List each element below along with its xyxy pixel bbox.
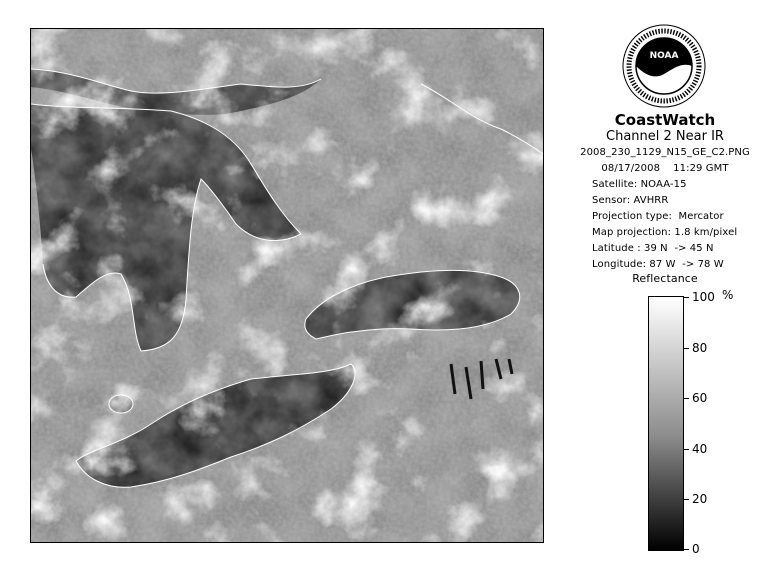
- colorbar-title: Reflectance: [632, 272, 698, 285]
- colorbar-tick: [683, 348, 689, 349]
- info-panel: [560, 20, 770, 565]
- colorbar-unit: %: [722, 288, 734, 302]
- colorbar-tick: [683, 499, 689, 500]
- colorbar-tick: [683, 297, 689, 298]
- noaa-logo-graphic: [622, 24, 706, 108]
- colorbar-tick: [683, 549, 689, 550]
- satellite: Satellite: NOAA-15: [592, 179, 687, 190]
- colorbar-tick-label-100: 100: [692, 290, 715, 304]
- colorbar-tick-label-80: 80: [692, 341, 708, 355]
- colorbar-tick-label-20: 20: [692, 492, 708, 506]
- date-time: 08/17/2008 11:29 GMT: [601, 163, 729, 174]
- sensor: Sensor: AVHRR: [592, 195, 669, 206]
- latitude: Latitude : 39 N -> 45 N: [592, 243, 714, 254]
- colorbar-tick: [683, 398, 689, 399]
- colorbar-tick: [683, 449, 689, 450]
- colorbar-tick-label-60: 60: [692, 391, 708, 405]
- filename: 2008_230_1129_N15_GE_C2.PNG: [580, 147, 750, 158]
- colorbar-tick-label-0: 0: [692, 542, 700, 556]
- noaa-logo-text: NOAA: [649, 51, 679, 61]
- noaa-logo: [622, 24, 706, 108]
- map-projection: Map projection: 1.8 km/pixel: [592, 227, 738, 238]
- projection-type: Projection type: Mercator: [592, 211, 724, 222]
- satellite-image: [30, 28, 544, 543]
- colorbar: [648, 296, 684, 551]
- longitude: Longitude: 87 W -> 78 W: [592, 259, 724, 270]
- colorbar-tick-label-40: 40: [692, 442, 708, 456]
- title: CoastWatch: [614, 111, 716, 129]
- subtitle: Channel 2 Near IR: [606, 129, 724, 144]
- satellite-image-map: [31, 29, 543, 542]
